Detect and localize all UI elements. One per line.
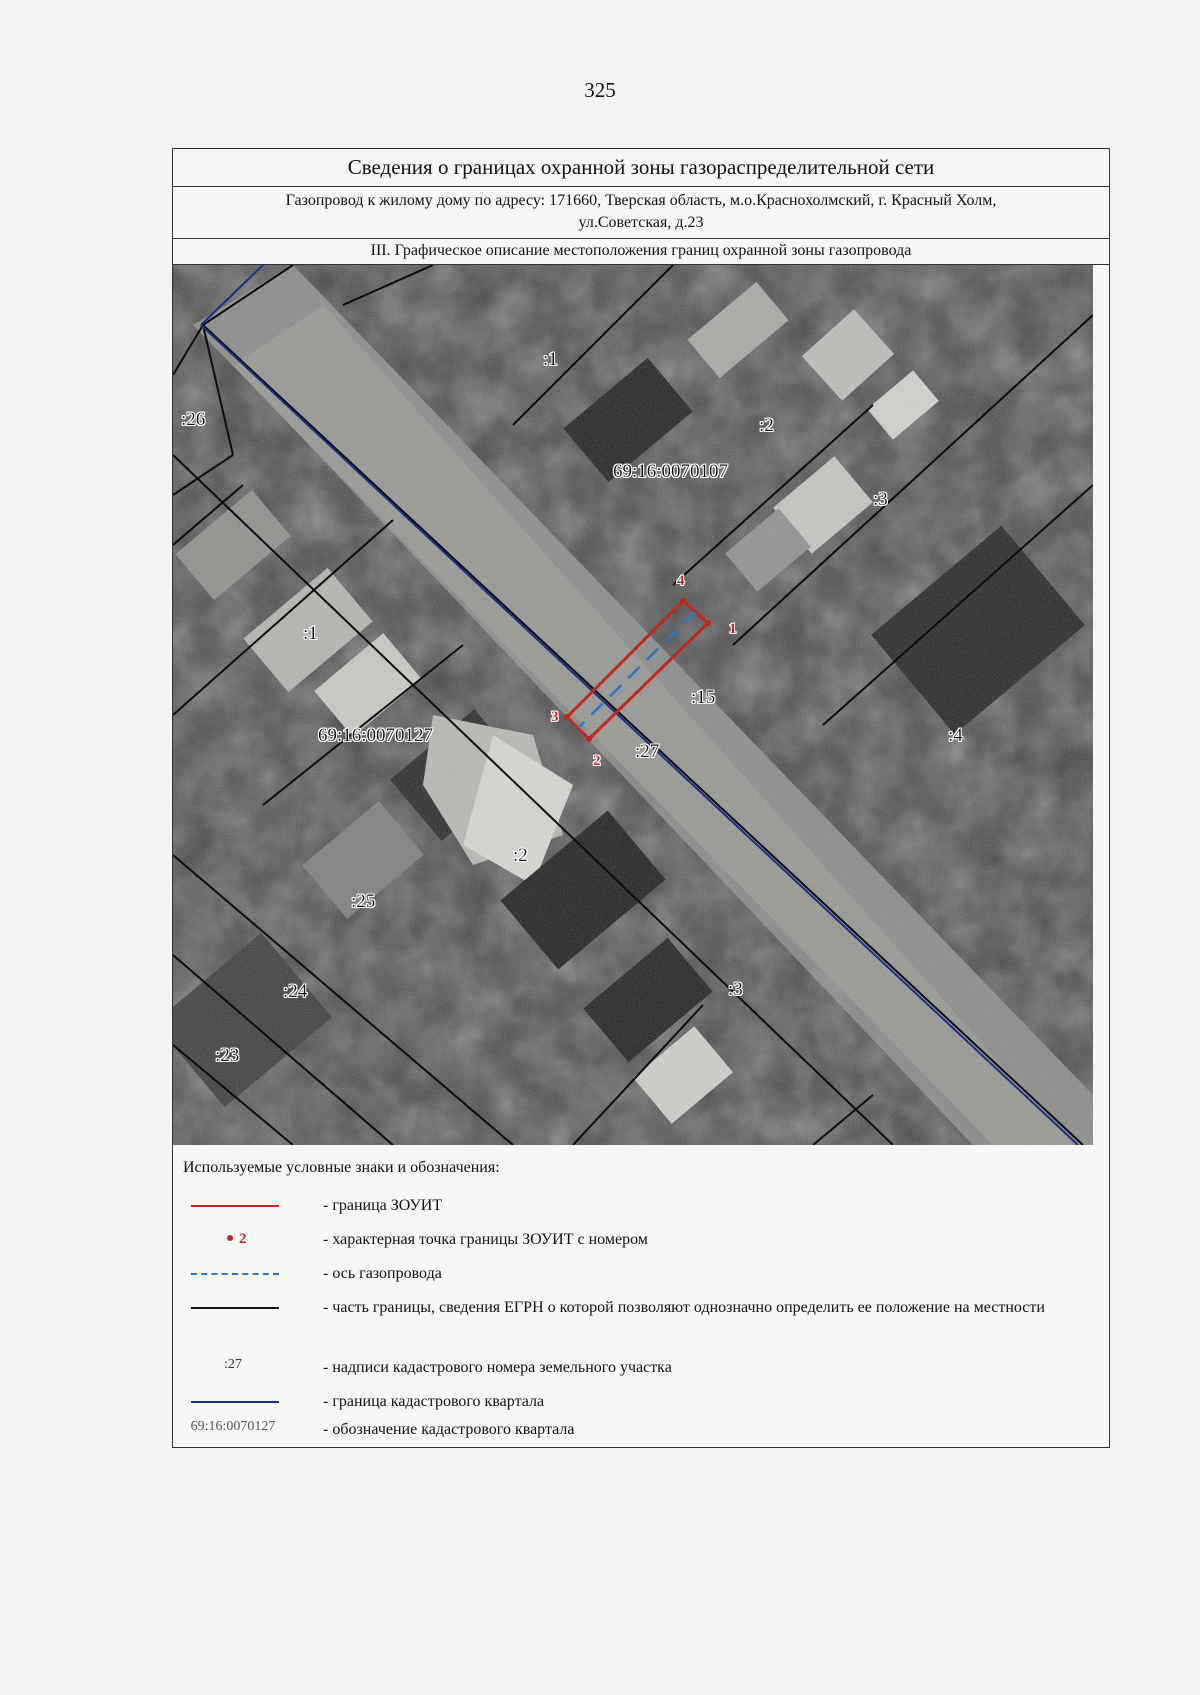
object-line-2: ул.Советская, д.23: [578, 214, 704, 231]
parcel-label-symbol: [183, 1355, 293, 1381]
block-label-symbol: [183, 1417, 293, 1443]
parcel-label-3-top: :3: [873, 489, 888, 510]
block-label-sample: 69:16:0070127: [190, 1419, 276, 1434]
section-title: III. Графическое описание местоположения границ охранной зоны газопровода: [173, 239, 1109, 265]
object-line-1: Газопровод к жилому дому по адресу: 171660, Тверская область, м.о.Краснохолмский, г. Красный Холм,: [285, 192, 997, 209]
parcel-label-26: :26: [181, 409, 206, 430]
point-label-3: 3: [551, 709, 559, 725]
zone-point-3: [564, 714, 570, 720]
parcel-label-24: :24: [283, 981, 308, 1002]
parcel-label-sample: :27: [224, 1357, 242, 1372]
point-label-4: 4: [677, 573, 685, 589]
block-label-0070107: 69:16:0070107: [613, 461, 729, 482]
parcel-label-4: :4: [948, 725, 963, 746]
parcel-label-25: :25: [351, 891, 376, 912]
cadastral-map: [173, 265, 1093, 1145]
black-line-symbol: [183, 1295, 293, 1321]
legend-text: - ось газопровода: [323, 1265, 442, 1282]
object-description: [173, 187, 1109, 239]
legend-title: Используемые условные знаки и обозначения:: [183, 1159, 500, 1176]
legend-text: - обозначение кадастрового квартала: [323, 1421, 575, 1438]
parcel-label-1-top: :1: [543, 349, 558, 370]
legend-text: - надписи кадастрового номера земельного участка: [323, 1359, 672, 1376]
parcel-label-15: :15: [691, 687, 716, 708]
point-symbol-label: 2: [239, 1231, 247, 1247]
red-line-symbol: [183, 1193, 293, 1219]
point-label-1: 1: [729, 621, 737, 637]
legend-text: - граница ЗОУИТ: [323, 1197, 443, 1214]
legend: [173, 1145, 1109, 1447]
zone-point-4: [680, 598, 686, 604]
document-frame: [172, 148, 1110, 1448]
zone-point-2: [586, 736, 592, 742]
page-number: 325: [584, 78, 616, 102]
point-label-2: 2: [593, 753, 601, 769]
legend-text: - характерная точка границы ЗОУИТ с номером: [323, 1231, 648, 1248]
map-area: [173, 265, 1093, 1145]
blue-dashed-line-symbol: [183, 1261, 293, 1287]
parcel-label-23: :23: [215, 1045, 240, 1066]
block-label-0070127: 69:16:0070127: [318, 725, 434, 746]
legend-text: - граница кадастрового квартала: [323, 1393, 545, 1410]
zone-point-1: [705, 620, 711, 626]
parcel-label-3-bottom: :3: [728, 979, 743, 1000]
parcel-label-2-bottom: :2: [513, 845, 528, 866]
dark-blue-line-symbol: [183, 1389, 293, 1415]
parcel-label-1-left: :1: [303, 623, 318, 644]
parcel-label-27: :27: [635, 741, 660, 762]
aerial-photo: [173, 265, 1093, 1145]
red-point-symbol: [183, 1227, 293, 1253]
document-title: Сведения о границах охранной зоны газораспределительной сети: [173, 149, 1109, 187]
parcel-label-2-top: :2: [759, 415, 774, 436]
legend-text: - часть границы, сведения ЕГРН о которой позволяют однозначно определить ее положение на местности: [323, 1299, 1045, 1316]
